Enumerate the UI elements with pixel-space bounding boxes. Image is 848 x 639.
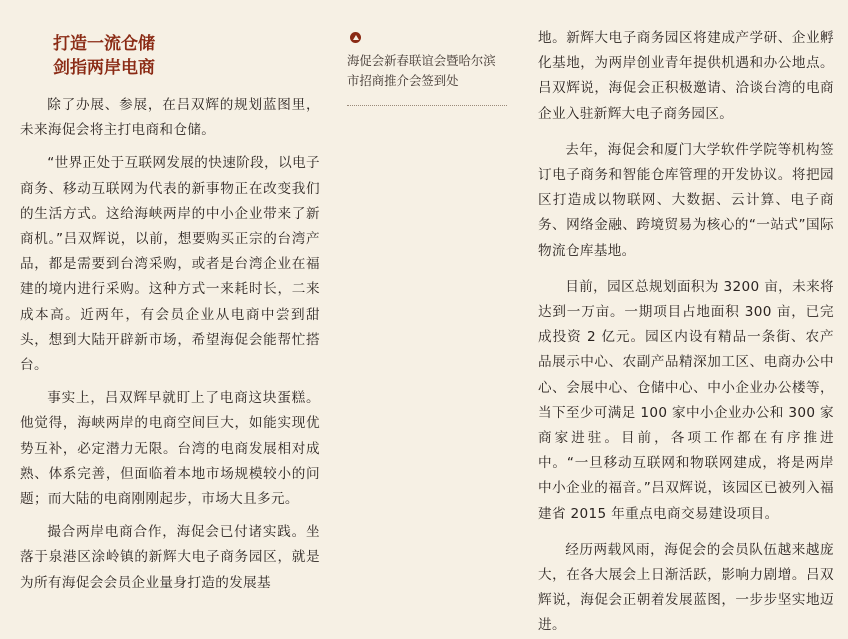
caption-text [347, 51, 512, 91]
caption-divider [347, 105, 507, 106]
body-paragraph: 地。新辉大电子商务园区将建成产学研、企业孵化基地，为两岸创业青年提供机遇和办公地点。吕双辉说，海促会正积极邀请、洽谈台湾的电商企业入驻新辉大电子商务园区。 [538, 30, 834, 122]
body-paragraph: 撮合两岸电商合作，海促会已付诸实践。坐落于泉港区涂岭镇的新辉大电子商务园区，就是为所有海促会会员企业量身打造的发展基 [20, 524, 320, 591]
triangle-up-icon [350, 32, 361, 43]
right-column [538, 0, 834, 639]
body-paragraph: “世界正处于互联网发展的快速阶段，以电子商务、移动互联网为代表的新事物正在改变我们的生活方式。这给海峡两岸的中小企业带来了新商机。”吕双辉说，以前，想要购买正宗的台湾产品，都是需要到台湾采购，或者是台湾企业在福建的境内进行采购。这种方式一来耗时长，二来成本高。近两年，有会员企业从电商中尝到甜头，想到大陆开辟新市场，希望海促会能帮忙搭台。 [20, 155, 320, 374]
section-heading [20, 32, 320, 80]
caption-line: 海促会新春联谊会暨哈尔滨 [347, 53, 496, 68]
body-paragraph: 事实上，吕双辉早就盯上了电商这块蛋糕。他觉得，海峡两岸的电商空间巨大，如能实现优势互补，必定潜力无限。台湾的电商发展相对成熟、体系完善，但面临着本地市场规模较小的问题；而大陆的电商刚刚起步，市场大且多元。 [20, 390, 320, 508]
body-paragraph: 去年，海促会和厦门大学软件学院等机构签订电子商务和智能仓库管理的开发协议。将把园区打造成以物联网、大数据、云计算、电子商务、网络金融、跨境贸易为核心的“一站式”国际物流仓库基地。 [538, 141, 834, 259]
caption-line: 市招商推介会签到处 [347, 73, 459, 88]
body-paragraph: 除了办展、参展，在吕双辉的规划蓝图里，未来海促会将主打电商和仓储。 [20, 97, 320, 139]
left-column [20, 0, 320, 596]
photo-caption [347, 0, 512, 106]
body-paragraph: 经历两载风雨，海促会的会员队伍越来越庞大，在各大展会上日渐活跃，影响力剧增。吕双辉说，海促会正朝着发展蓝图，一步步坚实地迈进。 [538, 541, 834, 634]
heading-line-1: 打造一流仓储 [53, 34, 155, 54]
body-paragraph: 目前，园区总规划面积为 3200 亩，未来将达到一万亩。一期项目占地面积 300 亩，已完成投资 2 亿元。园区内设有精品一条街、农产品展示中心、农副产品精深加工区、电商办公中心、会展中心、仓储中心、中小企业办公楼等，当下至少可满足 100 家中小企业办公和 300 家商家进驻。目前，各项工作都在有序推进中。“一旦移动互联网和物联网建成，将是两岸中小企业的福音。”吕双辉说，该园区已被列入福建省 2015 年重点电商交易建设项目。 [538, 278, 834, 522]
heading-line-2: 剑指两岸电商 [53, 58, 155, 78]
